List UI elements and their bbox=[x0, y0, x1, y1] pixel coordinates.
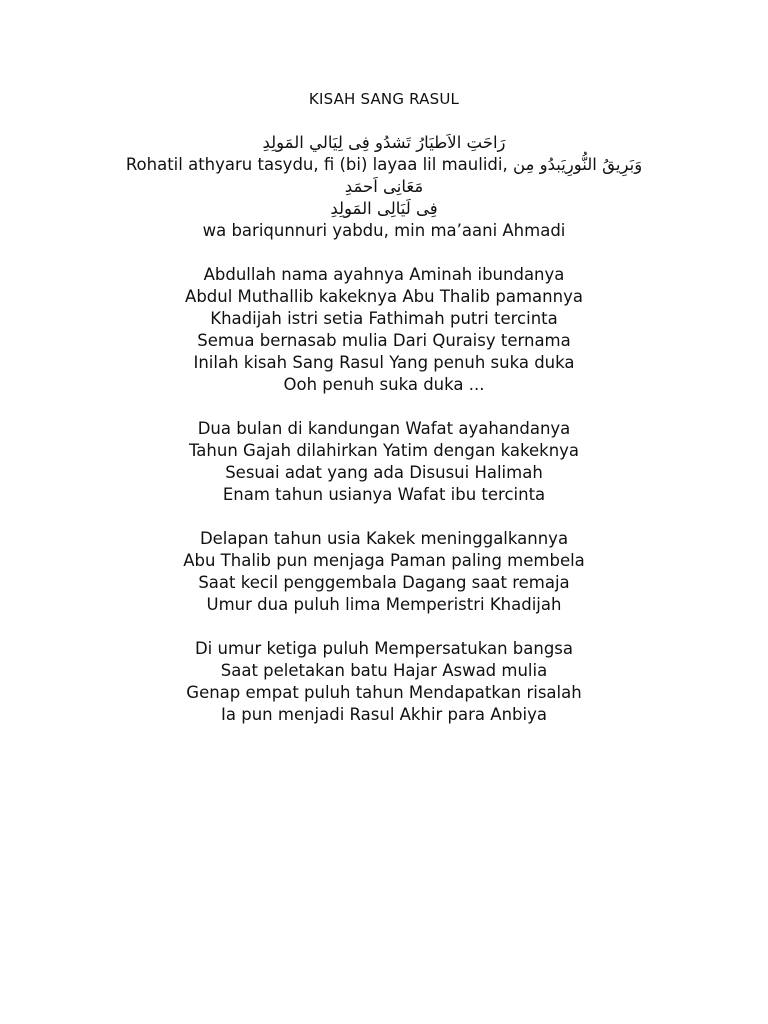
verse-line: Saat kecil penggembala Dagang saat remaja bbox=[198, 573, 570, 592]
verse-line: Abu Thalib pun menjaga Paman paling membela bbox=[183, 551, 585, 570]
verse-line: Di umur ketiga puluh Mempersatukan bangsa bbox=[194, 639, 574, 658]
arabic-line-3: فِى لَيَالِى المَولِدِ bbox=[330, 199, 438, 218]
arabic-line-1: رَاحَتِ الاَطيَارُ تَشدُو فِى لِيَالي المَولِدِ bbox=[262, 133, 506, 152]
verse-line: Genap empat puluh tahun Mendapatkan risalah bbox=[186, 683, 582, 702]
stanza-2 bbox=[20, 418, 748, 506]
verse-line: Khadijah istri setia Fathimah putri tercinta bbox=[210, 309, 558, 328]
lyrics-body bbox=[20, 88, 748, 726]
verse-line: Sesuai adat yang ada Disusui Halimah bbox=[225, 463, 543, 482]
verse-line: Abdul Muthallib kakeknya Abu Thalib pamannya bbox=[185, 287, 583, 306]
latin-line-1: Rohatil athyaru tasydu, fi (bi) layaa lil maulidi, bbox=[125, 155, 508, 174]
stanza-3 bbox=[20, 528, 748, 616]
verse-line: Semua bernasab mulia Dari Quraisy ternama bbox=[197, 331, 571, 350]
document-title: KISAH SANG RASUL bbox=[308, 90, 460, 108]
arabic-line-2b: مَعَانِى اَحمَدِ bbox=[344, 177, 424, 196]
arabic-line-2a: وَبَرِيقُ النُّورِيَبدُو مِن bbox=[512, 155, 643, 174]
verse-line: Enam tahun usianya Wafat ibu tercinta bbox=[222, 485, 546, 504]
verse-line: Tahun Gajah dilahirkan Yatim dengan kakeknya bbox=[188, 441, 580, 460]
verse-line: Dua bulan di kandungan Wafat ayahandanya bbox=[197, 419, 571, 438]
stanza-4 bbox=[20, 638, 748, 726]
latin-line-2: wa bariqunnuri yabdu, min ma’aani Ahmadi bbox=[202, 221, 566, 240]
intro-mixed-line bbox=[20, 154, 748, 176]
verse-line: Ooh penuh suka duka ... bbox=[283, 375, 485, 394]
verse-line: Saat peletakan batu Hajar Aswad mulia bbox=[220, 661, 548, 680]
verse-line: Ia pun menjadi Rasul Akhir para Anbiya bbox=[221, 705, 547, 724]
verse-line: Umur dua puluh lima Memperistri Khadijah bbox=[206, 595, 562, 614]
verse-line: Delapan tahun usia Kakek meninggalkannya bbox=[199, 529, 569, 548]
intro-verse bbox=[20, 132, 748, 242]
verse-line: Inilah kisah Sang Rasul Yang penuh suka duka bbox=[193, 353, 575, 372]
verse-line: Abdullah nama ayahnya Aminah ibundanya bbox=[203, 265, 565, 284]
stanza-1 bbox=[20, 264, 748, 396]
